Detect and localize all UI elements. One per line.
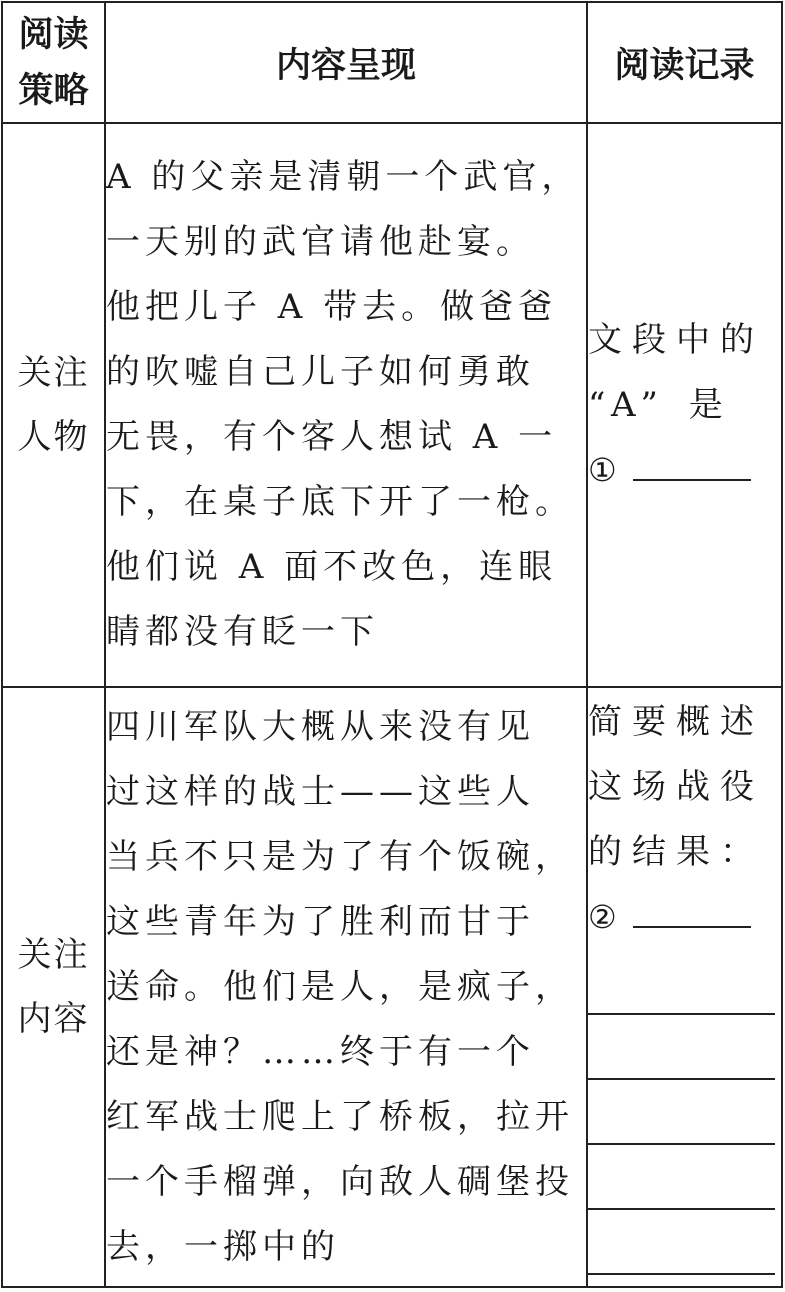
table-header-row — [2, 2, 782, 123]
content-line: 红军战士爬上了桥板，拉开 — [106, 1096, 574, 1137]
record-cell — [587, 123, 782, 687]
table-row — [2, 687, 782, 1287]
header-strategy-line2: 策略 — [18, 70, 89, 111]
answer-line[interactable] — [588, 1210, 775, 1275]
strategy-line: 关注 — [17, 353, 90, 393]
header-record-cell: 阅读记录 — [587, 2, 782, 123]
content-line: 他把儿子 A 带去。做爸爸 — [106, 287, 558, 327]
header-strategy-cell — [2, 2, 105, 123]
answer-blank[interactable] — [633, 449, 751, 481]
content-line: 下，在桌子底下开了一枪。 — [106, 482, 574, 522]
record-line: 的结果： — [588, 832, 764, 872]
table-row — [2, 123, 782, 687]
content-line: 的吹嘘自己儿子如何勇敢 — [106, 352, 535, 392]
content-line: A 的父亲是清朝一个武官， — [106, 157, 581, 197]
answer-line[interactable] — [588, 1015, 775, 1080]
content-line: 还是神？……终于有一个 — [106, 1031, 535, 1072]
strategy-cell — [2, 123, 105, 687]
strategy-cell — [2, 687, 105, 1287]
content-line: 送命。他们是人，是疯子， — [106, 966, 574, 1007]
record-cell — [587, 687, 782, 1287]
content-line: 无畏，有个客人想试 A 一 — [106, 417, 558, 457]
strategy-line: 人物 — [17, 417, 90, 457]
content-line: 他们说 A 面不改色，连眼 — [106, 547, 558, 587]
answer-line[interactable] — [588, 1080, 775, 1145]
content-cell — [105, 123, 587, 687]
answer-blank-row — [588, 885, 781, 950]
reading-strategy-table — [1, 1, 783, 1288]
strategy-line: 关注 — [17, 935, 90, 975]
content-cell — [105, 687, 587, 1287]
strategy-line: 内容 — [17, 999, 90, 1039]
answer-line[interactable] — [588, 1145, 775, 1210]
header-strategy-line1: 阅读 — [18, 14, 89, 55]
content-line: 这些青年为了胜利而甘于 — [106, 901, 535, 942]
content-line: 四川军队大概从来没有见 — [106, 706, 535, 747]
content-line: 睛都没有眨一下 — [106, 612, 379, 652]
answer-line[interactable] — [588, 950, 775, 1015]
blank-marker: ② — [588, 898, 627, 936]
answer-blank[interactable] — [633, 896, 751, 928]
record-line: 这场战役 — [588, 767, 764, 807]
content-line: 当兵不只是为了有个饭碗， — [106, 836, 574, 877]
content-line: 过这样的战士——这些人 — [106, 771, 535, 812]
header-content-cell: 内容呈现 — [105, 2, 587, 123]
record-line: 简要概述 — [588, 702, 764, 742]
content-line: 去，一掷中的 — [106, 1226, 340, 1267]
content-line: 一天别的武官请他赴宴。 — [106, 222, 535, 262]
record-line: 文段中的 — [588, 319, 764, 360]
content-line: 一个手榴弹，向敌人碉堡投 — [106, 1161, 574, 1202]
blank-marker: ① — [588, 450, 627, 489]
record-line: “A” 是 — [588, 384, 733, 425]
answer-blank-row — [588, 438, 781, 503]
